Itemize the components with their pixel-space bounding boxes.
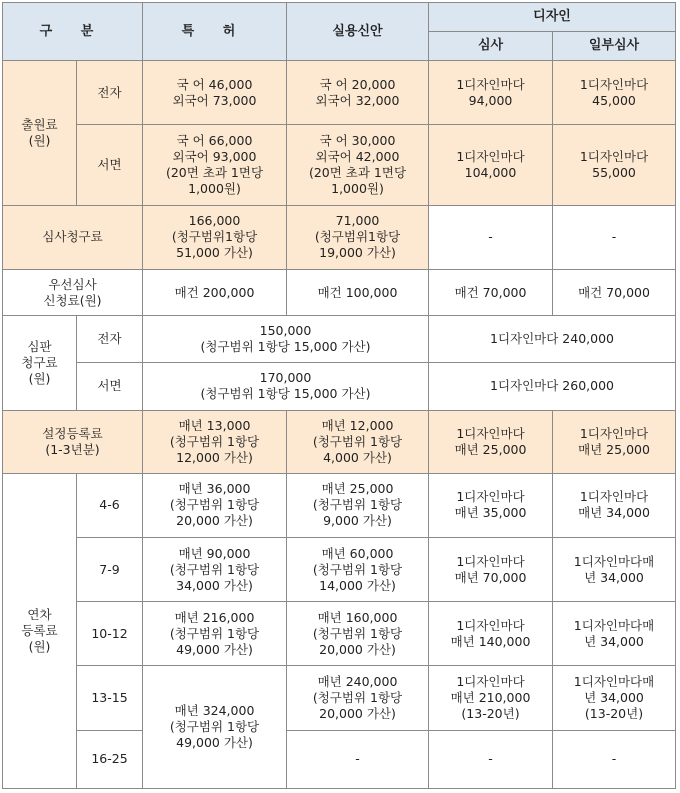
annual-design-partial: 1디자인마다매 년 34,000 (13-20년) — [553, 666, 676, 730]
filing-electronic-label: 전자 — [77, 61, 143, 125]
exam-request-utility: 71,000 (청구범위1항당 19,000 가산) — [287, 205, 429, 269]
annual-years: 13-15 — [77, 666, 143, 730]
annual-design-exam: 1디자인마다 매년 70,000 — [429, 537, 553, 601]
annual-design-exam: 1디자인마다 매년 35,000 — [429, 473, 553, 537]
header-design-exam: 심사 — [429, 32, 553, 61]
registration-patent: 매년 13,000 (청구범위 1항당 12,000 가산) — [143, 410, 287, 473]
annual-design-exam: 1디자인마다 매년 210,000 (13-20년) — [429, 666, 553, 730]
priority-exam-label: 우선심사 신청료(원) — [3, 269, 143, 315]
trial-electronic-label: 전자 — [77, 316, 143, 363]
filing-electronic-utility: 국 어 20,000 외국어 32,000 — [287, 61, 429, 125]
registration-design-partial: 1디자인마다 매년 25,000 — [553, 410, 676, 473]
annual-design-partial: 1디자인마다매 년 34,000 — [553, 537, 676, 601]
annual-utility: 매년 60,000 (청구범위 1항당 14,000 가산) — [287, 537, 429, 601]
filing-paper-patent: 국 어 66,000 외국어 93,000 (20면 초과 1면당 1,000원) — [143, 125, 287, 205]
annual-years: 10-12 — [77, 602, 143, 666]
header-patent: 특 허 — [143, 3, 287, 61]
registration-design-exam: 1디자인마다 매년 25,000 — [429, 410, 553, 473]
trial-paper-design: 1디자인마다 260,000 — [429, 363, 676, 410]
filing-label: 출원료 (원) — [3, 61, 77, 206]
trial-paper-patent-utility: 170,000 (청구범위 1항당 15,000 가산) — [143, 363, 429, 410]
annual-years: 16-25 — [77, 730, 143, 788]
filing-paper-design-exam: 1디자인마다 104,000 — [429, 125, 553, 205]
annual-design-exam: 1디자인마다 매년 140,000 — [429, 602, 553, 666]
annual-design-partial: 1디자인마다매 년 34,000 — [553, 602, 676, 666]
trial-electronic-design: 1디자인마다 240,000 — [429, 316, 676, 363]
annual-patent-13-25: 매년 324,000 (청구범위 1항당 49,000 가산) — [143, 666, 287, 789]
annual-utility: - — [287, 730, 429, 788]
patent-fee-table — [2, 2, 676, 789]
header-design-partial: 일부심사 — [553, 32, 676, 61]
annual-patent: 매년 36,000 (청구범위 1항당 20,000 가산) — [143, 473, 287, 537]
header-category: 구 분 — [3, 3, 143, 61]
annual-patent: 매년 90,000 (청구범위 1항당 34,000 가산) — [143, 537, 287, 601]
header-utility: 실용신안 — [287, 3, 429, 61]
registration-label: 설정등록료 (1-3년분) — [3, 410, 143, 473]
trial-label: 심판 청구료 (원) — [3, 316, 77, 410]
filing-electronic-patent: 국 어 46,000 외국어 73,000 — [143, 61, 287, 125]
annual-utility: 매년 160,000 (청구범위 1항당 20,000 가산) — [287, 602, 429, 666]
exam-request-design-partial: - — [553, 205, 676, 269]
exam-request-label: 심사청구료 — [3, 205, 143, 269]
annual-design-partial: 1디자인마다 매년 34,000 — [553, 473, 676, 537]
filing-electronic-design-partial: 1디자인마다 45,000 — [553, 61, 676, 125]
registration-utility: 매년 12,000 (청구범위 1항당 4,000 가산) — [287, 410, 429, 473]
trial-paper-label: 서면 — [77, 363, 143, 410]
annual-years: 4-6 — [77, 473, 143, 537]
filing-paper-design-partial: 1디자인마다 55,000 — [553, 125, 676, 205]
annual-patent: 매년 216,000 (청구범위 1항당 49,000 가산) — [143, 602, 287, 666]
priority-exam-patent: 매건 200,000 — [143, 269, 287, 315]
annual-utility: 매년 240,000 (청구범위 1항당 20,000 가산) — [287, 666, 429, 730]
filing-paper-utility: 국 어 30,000 외국어 42,000 (20면 초과 1면당 1,000원) — [287, 125, 429, 205]
annual-design-exam: - — [429, 730, 553, 788]
annual-label: 연차 등록료 (원) — [3, 473, 77, 788]
priority-exam-design-exam: 매건 70,000 — [429, 269, 553, 315]
priority-exam-utility: 매건 100,000 — [287, 269, 429, 315]
annual-design-partial: - — [553, 730, 676, 788]
header-design: 디자인 — [429, 3, 676, 32]
priority-exam-design-partial: 매건 70,000 — [553, 269, 676, 315]
annual-utility: 매년 25,000 (청구범위 1항당 9,000 가산) — [287, 473, 429, 537]
exam-request-design-exam: - — [429, 205, 553, 269]
filing-electronic-design-exam: 1디자인마다 94,000 — [429, 61, 553, 125]
trial-electronic-patent-utility: 150,000 (청구범위 1항당 15,000 가산) — [143, 316, 429, 363]
filing-paper-label: 서면 — [77, 125, 143, 205]
annual-years: 7-9 — [77, 537, 143, 601]
exam-request-patent: 166,000 (청구범위1항당 51,000 가산) — [143, 205, 287, 269]
